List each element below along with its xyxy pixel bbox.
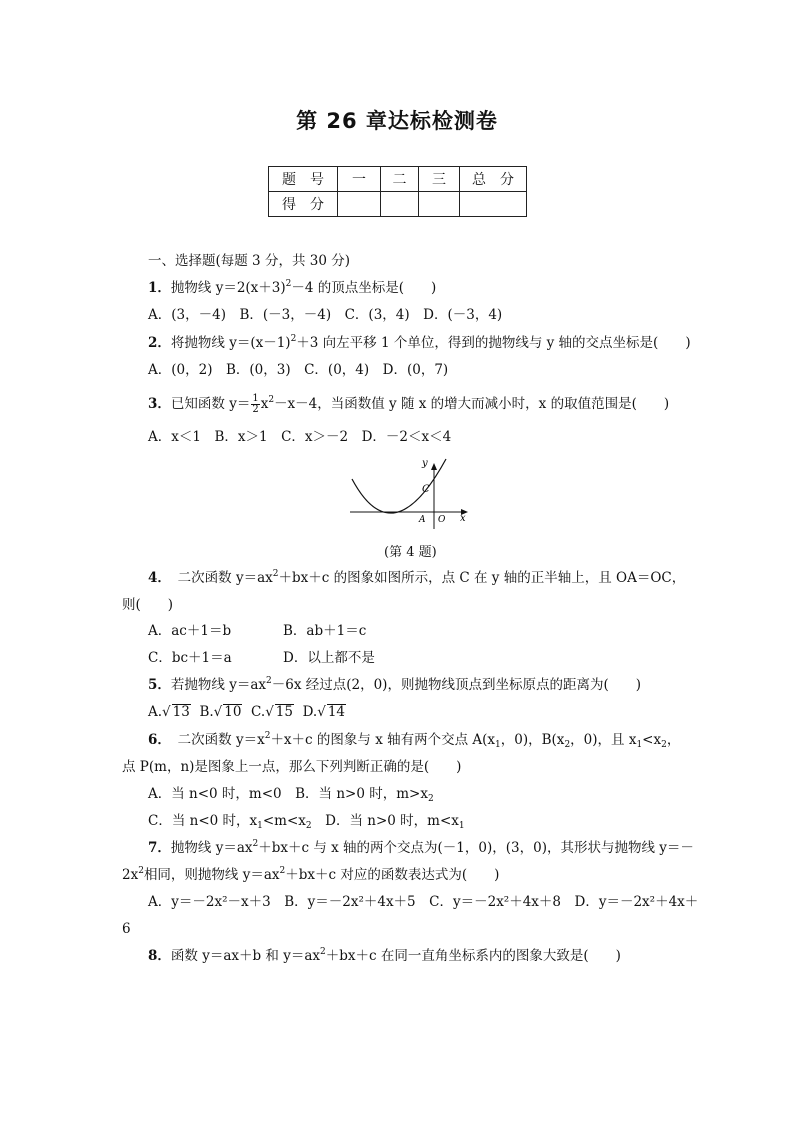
- score-cell-total: [460, 192, 527, 217]
- y-axis-arrow: [431, 463, 437, 470]
- q3-exp: 2: [268, 395, 275, 405]
- page-title: 第 26 章达标检测卷: [296, 109, 498, 133]
- q6-text-c: ，0)，B(x: [500, 732, 565, 748]
- q6-option-c-b: <m<x: [262, 813, 306, 829]
- q5-exp: 2: [266, 676, 272, 686]
- q3-number: 3．: [148, 396, 171, 412]
- q6-sub-2: 2: [564, 740, 571, 750]
- q5-number: 5．: [148, 677, 171, 693]
- q2-exp: 2: [290, 334, 297, 344]
- score-table-score-row: [269, 192, 527, 217]
- q5-text-b: －6x 经过点(2，0)，则抛物线顶点到坐标原点的距离为( ): [271, 677, 641, 693]
- figure-caption: (第 4 题): [384, 545, 437, 560]
- q4-option-a: A．ac＋1＝b: [148, 623, 232, 639]
- score-header-total: 总 分: [460, 167, 527, 192]
- q5-option-a-label: A.: [148, 704, 163, 720]
- q4-text-line2: 则( ): [122, 597, 174, 613]
- score-header-1: 一: [338, 167, 381, 192]
- q4-option-b: B．ab＋1＝c: [283, 623, 367, 639]
- q4-figure: [348, 457, 473, 536]
- q6-options-row2: [148, 812, 465, 830]
- question-8: [148, 947, 621, 965]
- q6-sub-3: 1: [636, 740, 643, 750]
- question-7: [148, 839, 694, 857]
- q5-option-c-label: C.: [251, 704, 266, 720]
- q5-option-c-radicand: 15: [275, 704, 293, 720]
- q2-options: A．(0，2) B．(0，3) C．(0，4) D．(0，7): [148, 362, 449, 378]
- q8-text-b: ＋bx＋c 在同一直角坐标系内的图象大致是( ): [325, 948, 621, 964]
- score-row-label: 得 分: [269, 192, 338, 217]
- q6-text-line2: 点 P(m，n)是图象上一点，那么下列判断正确的是( ): [122, 759, 462, 775]
- q4-option-d: D．以上都不是: [283, 650, 375, 666]
- q6-option-d: D．当 n>0 时，m<x: [311, 813, 459, 829]
- q6-option-c-sub1: 1: [257, 821, 263, 831]
- q8-exp: 2: [320, 947, 326, 957]
- question-2: [148, 334, 691, 352]
- q3-fraction: [251, 394, 259, 415]
- q7-line2-a: 2x: [122, 867, 139, 883]
- parabola-graph: [348, 457, 473, 532]
- question-1: [148, 279, 436, 297]
- q7-line2-exp2: 2: [279, 866, 286, 876]
- q6-options-ab-sub: 2: [427, 794, 434, 804]
- q7-line2-c: ＋bx＋c 对应的函数表达式为( ): [285, 867, 500, 883]
- q4-exp: 2: [272, 569, 279, 579]
- question-3: [148, 394, 669, 415]
- q4-text-b: ＋bx＋c 的图象如图所示，点 C 在 y 轴的正半轴上，且 OA＝OC，: [278, 570, 686, 586]
- score-cell-2: [381, 192, 419, 217]
- q4-option-c: C．bc＋1＝a: [148, 650, 232, 666]
- q3-options: A．x＜1 B．x＞1 C．x＞－2 D．－2＜x＜4: [148, 429, 452, 445]
- q4-number: 4．: [148, 570, 165, 586]
- q2-text-a: 将抛物线 y＝(x－1): [170, 335, 291, 351]
- q6-option-d-sub: 1: [458, 821, 465, 831]
- q6-option-c-a: C．当 n<0 时，x: [148, 813, 258, 829]
- score-header-label: 题 号: [269, 167, 338, 192]
- q5-option-a-radicand: 13: [172, 704, 190, 720]
- parabola-curve: [352, 459, 446, 513]
- question-4: [148, 569, 685, 587]
- q5-option-d-label: D.: [302, 704, 318, 720]
- q6-text-d: ，0)，且 x: [570, 732, 637, 748]
- q2-text-b: ＋3 向左平移 1 个单位，得到的抛物线与 y 轴的交点坐标是( ): [296, 335, 691, 351]
- q6-text-f: ，: [666, 732, 681, 748]
- q6-sub-4: 2: [661, 740, 667, 750]
- score-table: [268, 166, 527, 217]
- x-axis-label: x: [460, 513, 466, 524]
- q7-text-b: ＋bx＋c 与 x 轴的两个交点为(－1，0)，(3，0)，其形状与抛物线 y＝－: [258, 840, 694, 856]
- point-c-label: C: [422, 484, 430, 495]
- score-table-header-row: [269, 167, 527, 192]
- q5-text-a: 若抛物线 y＝ax: [170, 677, 266, 693]
- q3-fraction-denominator: 2: [252, 404, 259, 415]
- q6-text-a: 二次函数 y＝x: [164, 732, 265, 748]
- q7-options: A．y＝－2x²－x＋3 B．y＝－2x²＋4x＋5 C．y＝－2x²＋4x＋8 D．y＝－2x²＋4x＋: [148, 894, 699, 910]
- q8-text-a: 函数 y＝ax＋b 和 y＝ax: [170, 948, 320, 964]
- q5-option-b-radicand: 10: [224, 704, 242, 720]
- q7-line2-b: 相同，则抛物线 y＝ax: [143, 867, 280, 883]
- q1-text-a: 抛物线 y＝2(x＋3): [170, 280, 286, 296]
- q7-text-a: 抛物线 y＝ax: [170, 840, 253, 856]
- q3-text-b: －x－4，当函数值 y 随 x 的增大而减小时，x 的取值范围是( ): [274, 396, 670, 412]
- q6-option-c-sub2: 2: [305, 821, 312, 831]
- q3-text-x: x: [260, 396, 269, 412]
- q5-option-d-radicand: 14: [327, 704, 346, 720]
- score-cell-1: [338, 192, 381, 217]
- q7-line2-exp1: 2: [138, 866, 144, 876]
- q1-options: A．(3，－4) B．(－3，－4) C．(3，4) D．(－3，4): [148, 307, 503, 323]
- q7-exp: 2: [252, 839, 259, 849]
- point-a-label: A: [419, 515, 426, 525]
- section-heading: 一、选择题(每题 3 分，共 30 分): [148, 253, 350, 269]
- q6-text-b: ＋x＋c 的图象与 x 轴有两个交点 A(x: [270, 732, 496, 748]
- q6-options-ab: A．当 n<0 时，m<0 B．当 n>0 时，m>x: [148, 786, 428, 802]
- q6-exp: 2: [264, 731, 271, 741]
- q7-options-wrap: 6: [122, 921, 131, 937]
- q2-number: 2．: [148, 335, 171, 351]
- q4-text-a: 二次函数 y＝ax: [164, 570, 273, 586]
- q7-number: 7．: [148, 840, 171, 856]
- q6-text-e: <x: [642, 732, 662, 748]
- origin-label: O: [438, 515, 446, 525]
- q8-number: 8．: [148, 948, 171, 964]
- q5-options: A.√ 13 B.√ 10 C.√ 15 D.√ 14: [148, 704, 346, 720]
- y-axis-label: y: [422, 458, 428, 469]
- q7-text-line2: [122, 866, 499, 884]
- q5-option-b-label: B.: [199, 704, 214, 720]
- score-header-3: 三: [419, 167, 460, 192]
- score-cell-3: [419, 192, 460, 217]
- question-6: [148, 731, 680, 749]
- q3-fraction-numerator: 1: [252, 393, 259, 404]
- q1-number: 1．: [148, 280, 171, 296]
- question-5: [148, 676, 641, 694]
- q6-sub-1: 1: [495, 740, 501, 750]
- q3-text-a: 已知函数 y＝: [170, 396, 251, 412]
- q1-exp: 2: [285, 279, 292, 289]
- q6-options-row1: [148, 785, 434, 803]
- q1-text-b: －4 的顶点坐标是( ): [291, 280, 437, 296]
- q6-number: 6．: [148, 732, 165, 748]
- score-header-2: 二: [381, 167, 419, 192]
